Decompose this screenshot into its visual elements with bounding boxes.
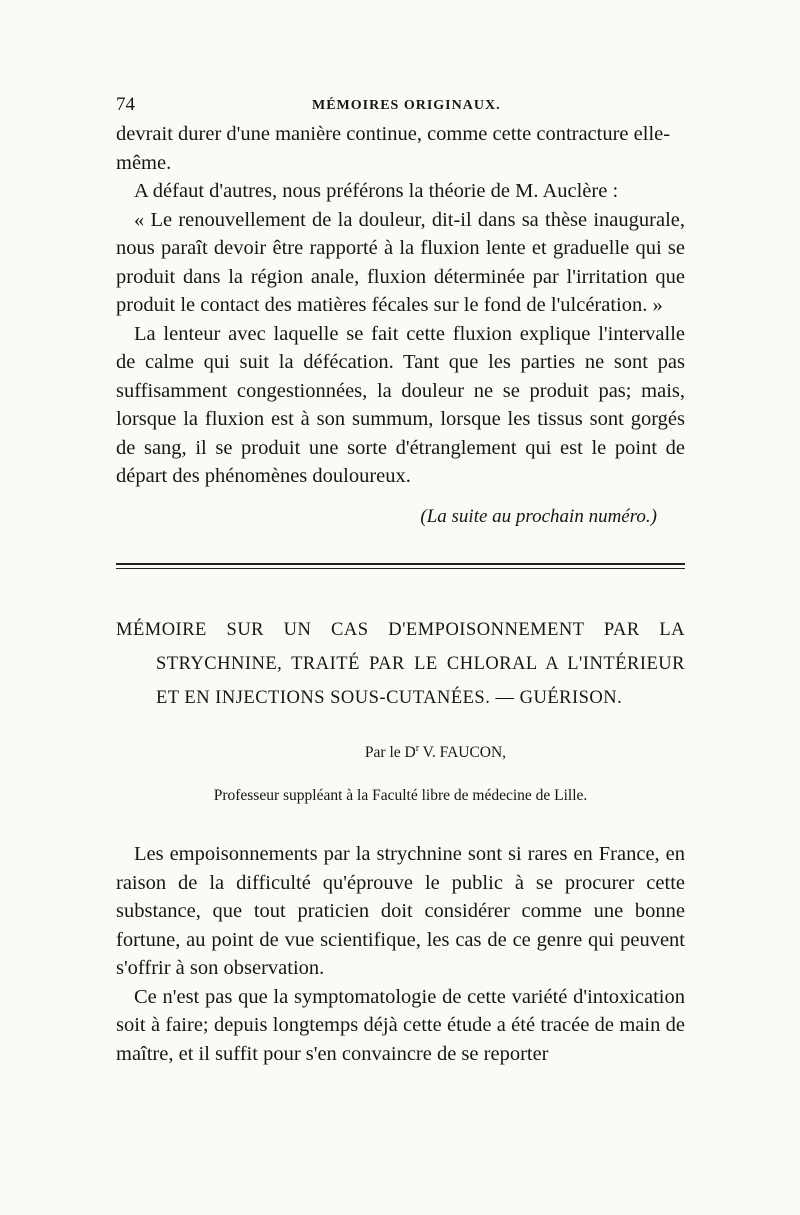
- document-page: [116, 94, 685, 1068]
- author-prefix-sup: r: [415, 743, 420, 754]
- section-divider: [116, 563, 685, 569]
- author-name: V. FAUCON,: [419, 744, 507, 762]
- paragraph: devrait durer d'une manière continue, comme cette contracture elle-même.: [116, 123, 671, 174]
- page-number: 74: [116, 94, 135, 115]
- paragraph: Les empoisonnements par la strychnine sont si rares en France, en raison de la difficulté qu'éprouve le public à se procurer cette substance, que tout praticien doit considérer comme une bonne fortune, au point de vue scientifique, les cas de ce genre qui peuvent s'offrir à son observation.: [116, 843, 685, 980]
- running-title: MÉMOIRES ORIGINAUX.: [312, 98, 501, 113]
- author-prefix: Par le D: [364, 744, 416, 762]
- quote-paragraph: « Le renouvellement de la douleur, dit-il dans sa thèse inaugurale, nous paraît devoir être rapporté à la fluxion lente et graduelle qui se produit dans la région anale, fluxion déterminée par l'irritation que produit le contact des matières fécales sur le fond de l'ulcération. »: [116, 208, 685, 316]
- author-affiliation: Professeur suppléant à la Faculté libre de médecine de Lille.: [213, 786, 588, 804]
- paragraph: Ce n'est pas que la symptomatologie de cette variété d'intoxication soit à faire; depuis longtemps déjà cette étude a été tracée de main de maître, et il suffit pour s'en convaincre de se reporter: [116, 985, 685, 1065]
- running-header: [116, 94, 685, 120]
- article-title: MÉMOIRE SUR UN CAS D'EMPOISONNEMENT PAR LA STRYCHNINE, TRAITÉ PAR LE CHLORAL A L'INTÉRIEUR ET EN INJECTIONS SOUS-CUTANÉES. — GUÉRISON.: [116, 620, 685, 708]
- paragraph: La lenteur avec laquelle se fait cette fluxion explique l'intervalle de calme qui suit la défécation. Tant que les parties ne sont pas suffisamment congestionnées, la douleur ne se produit pas; mais, lorsque la fluxion est à son summum, lorsque les tissus sont gorgés de sang, il se produit une sorte d'étranglement qui est le point de départ des phénomènes douloureux.: [116, 322, 685, 487]
- paragraph: A défaut d'autres, nous préférons la théorie de M. Auclère :: [134, 180, 619, 202]
- continuation-note: (La suite au prochain numéro.): [420, 505, 657, 527]
- author-line: [116, 735, 685, 768]
